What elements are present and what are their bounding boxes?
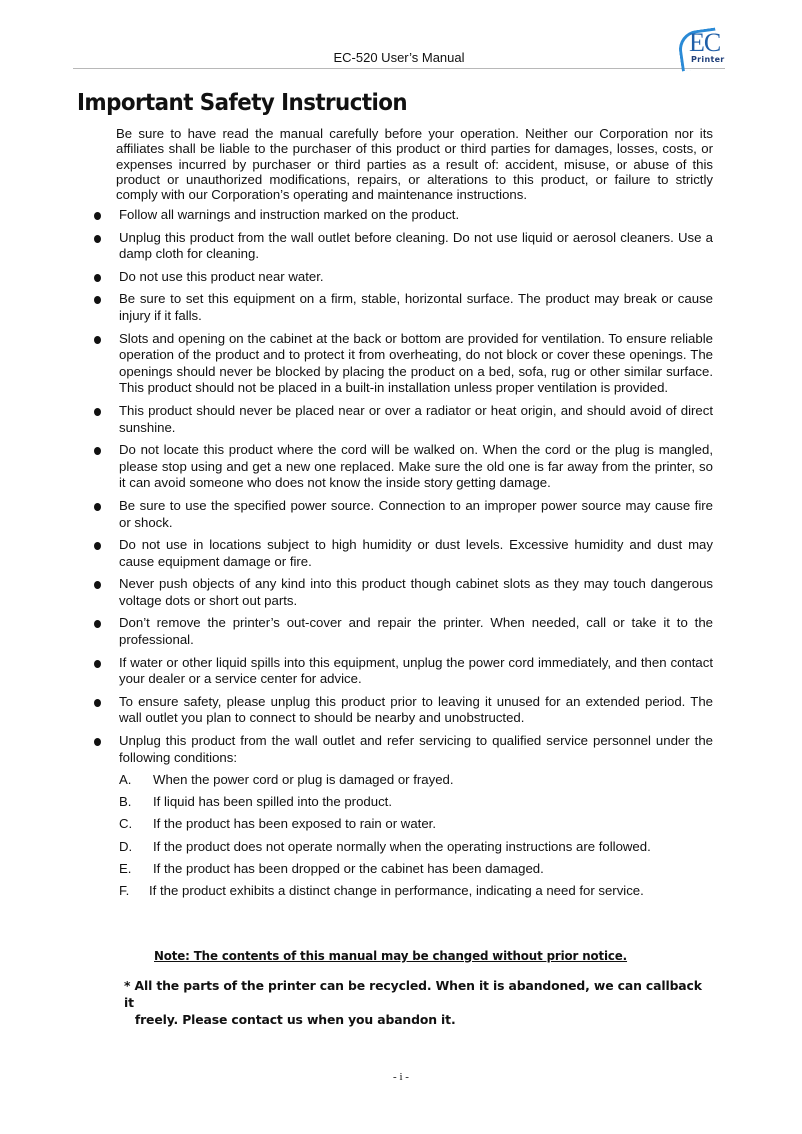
recycling-notice-line1: * All the parts of the printer can be recycled. When it is abandoned, we can callback it <box>124 978 702 1010</box>
list-item-text: To ensure safety, please unplug this product prior to leaving it unused for an extended period. The wall outlet you plan to connect to should be nearby and unobstructed. <box>119 693 713 726</box>
logo-main-text: EC <box>689 28 721 57</box>
list-item-text: Be sure to use the specified power source. Connection to an improper power source may cause fire or shock. <box>119 497 713 530</box>
list-item <box>92 207 713 224</box>
condition-item <box>119 883 713 900</box>
service-conditions-list <box>119 772 713 900</box>
list-item-text: Do not use in locations subject to high humidity or dust levels. Excessive humidity and dust may cause equipment damage or fire. <box>119 537 713 569</box>
list-item-text: Never push objects of any kind into this product though cabinet slots as they may touch dangerous voltage dots or short out parts. <box>119 576 713 608</box>
list-item <box>92 291 713 324</box>
list-item <box>92 537 713 570</box>
page-title: Important Safety Instruction <box>77 90 408 116</box>
list-item-text: This product should never be placed near or over a radiator or heat origin, and should avoid of direct sunshine. <box>119 402 713 435</box>
page-number: - i - <box>393 1071 409 1083</box>
list-item-text: Do not use this product near water. <box>119 268 324 284</box>
list-item-text: Follow all warnings and instruction marked on the product. <box>119 207 460 222</box>
ec-printer-logo <box>675 28 725 66</box>
condition-letter: D. <box>119 838 133 854</box>
safety-instructions-list <box>92 207 713 900</box>
list-item <box>92 331 713 397</box>
list-item <box>92 269 713 286</box>
condition-text: If liquid has been spilled into the product. <box>153 794 392 810</box>
condition-letter: B. <box>119 794 132 810</box>
intro-paragraph: Be sure to have read the manual carefully before your operation. Neither our Corporation nor its affiliates shall be liable to the purchaser of this product or third parties for damages, losses, costs, or expenses incurred by purchaser or third parties as a result of: accident, misuse, or abuse of this product or unauthorized modifications, repairs, or alterations to this product, or failure to strictly comply with our Corporation’s operating and maintenance instructions. <box>116 126 713 203</box>
condition-letter: E. <box>119 861 132 877</box>
condition-letter: F. <box>119 883 130 899</box>
condition-item <box>119 794 713 811</box>
logo-sub-text: Printer <box>691 55 725 64</box>
condition-item <box>119 772 713 789</box>
list-item-text: If water or other liquid spills into this equipment, unplug the power cord immediately, and then contact your dealer or a service center for advice. <box>119 654 713 687</box>
page-header <box>73 0 725 69</box>
list-item <box>92 615 713 648</box>
list-item <box>92 498 713 531</box>
condition-text: If the product does not operate normally when the operating instructions are followed. <box>153 838 651 854</box>
list-item <box>92 655 713 688</box>
recycling-notice <box>124 977 715 1028</box>
list-item-text: Be sure to set this equipment on a firm, stable, horizontal surface. The product may break or cause injury if it falls. <box>119 291 713 323</box>
change-notice: Note: The contents of this manual may be changed without prior notice. <box>154 948 628 963</box>
list-item-text: Don’t remove the printer’s out-cover and repair the printer. When needed, call or take it to the professional. <box>119 615 713 648</box>
list-item-text: Unplug this product from the wall outlet before cleaning. Do not use liquid or aerosol cleaners. Use a damp cloth for cleaning. <box>119 229 713 262</box>
list-item <box>92 230 713 263</box>
condition-item <box>119 861 713 878</box>
condition-text: When the power cord or plug is damaged or frayed. <box>153 771 454 787</box>
list-item <box>92 442 713 492</box>
condition-text: If the product exhibits a distinct change in performance, indicating a need for service. <box>149 883 644 899</box>
condition-text: If the product has been dropped or the cabinet has been damaged. <box>153 861 544 877</box>
condition-item <box>119 839 713 856</box>
list-item <box>92 403 713 436</box>
condition-letter: C. <box>119 816 133 832</box>
list-item <box>92 694 713 727</box>
list-item-text: Do not locate this product where the cord will be walked on. When the cord or the plug is mangled, please stop using and get a new one replaced. Make sure the old one is far away from the printer, so it can avoid someone who does not know the inside story getting damage. <box>119 442 713 491</box>
condition-item <box>119 816 713 833</box>
list-item <box>92 576 713 609</box>
list-item-text: Slots and opening on the cabinet at the back or bottom are provided for ventilation. To ensure reliable operation of the product and to protect it from overheating, do not block or cover these openings. The openings should never be blocked by placing the product on a bed, sofa, rug or other similar surface. This product should not be placed in a built-in installation unless proper ventilation is provided. <box>119 330 713 396</box>
recycling-notice-line2: freely. Please contact us when you abandon it. <box>134 1012 456 1027</box>
condition-text: If the product has been exposed to rain or water. <box>153 816 436 832</box>
list-item <box>92 733 713 900</box>
condition-letter: A. <box>119 771 132 787</box>
manual-title: EC-520 User’s Manual <box>333 50 465 65</box>
list-item-text: Unplug this product from the wall outlet and refer servicing to qualified service personnel under the following conditions: <box>119 733 713 765</box>
